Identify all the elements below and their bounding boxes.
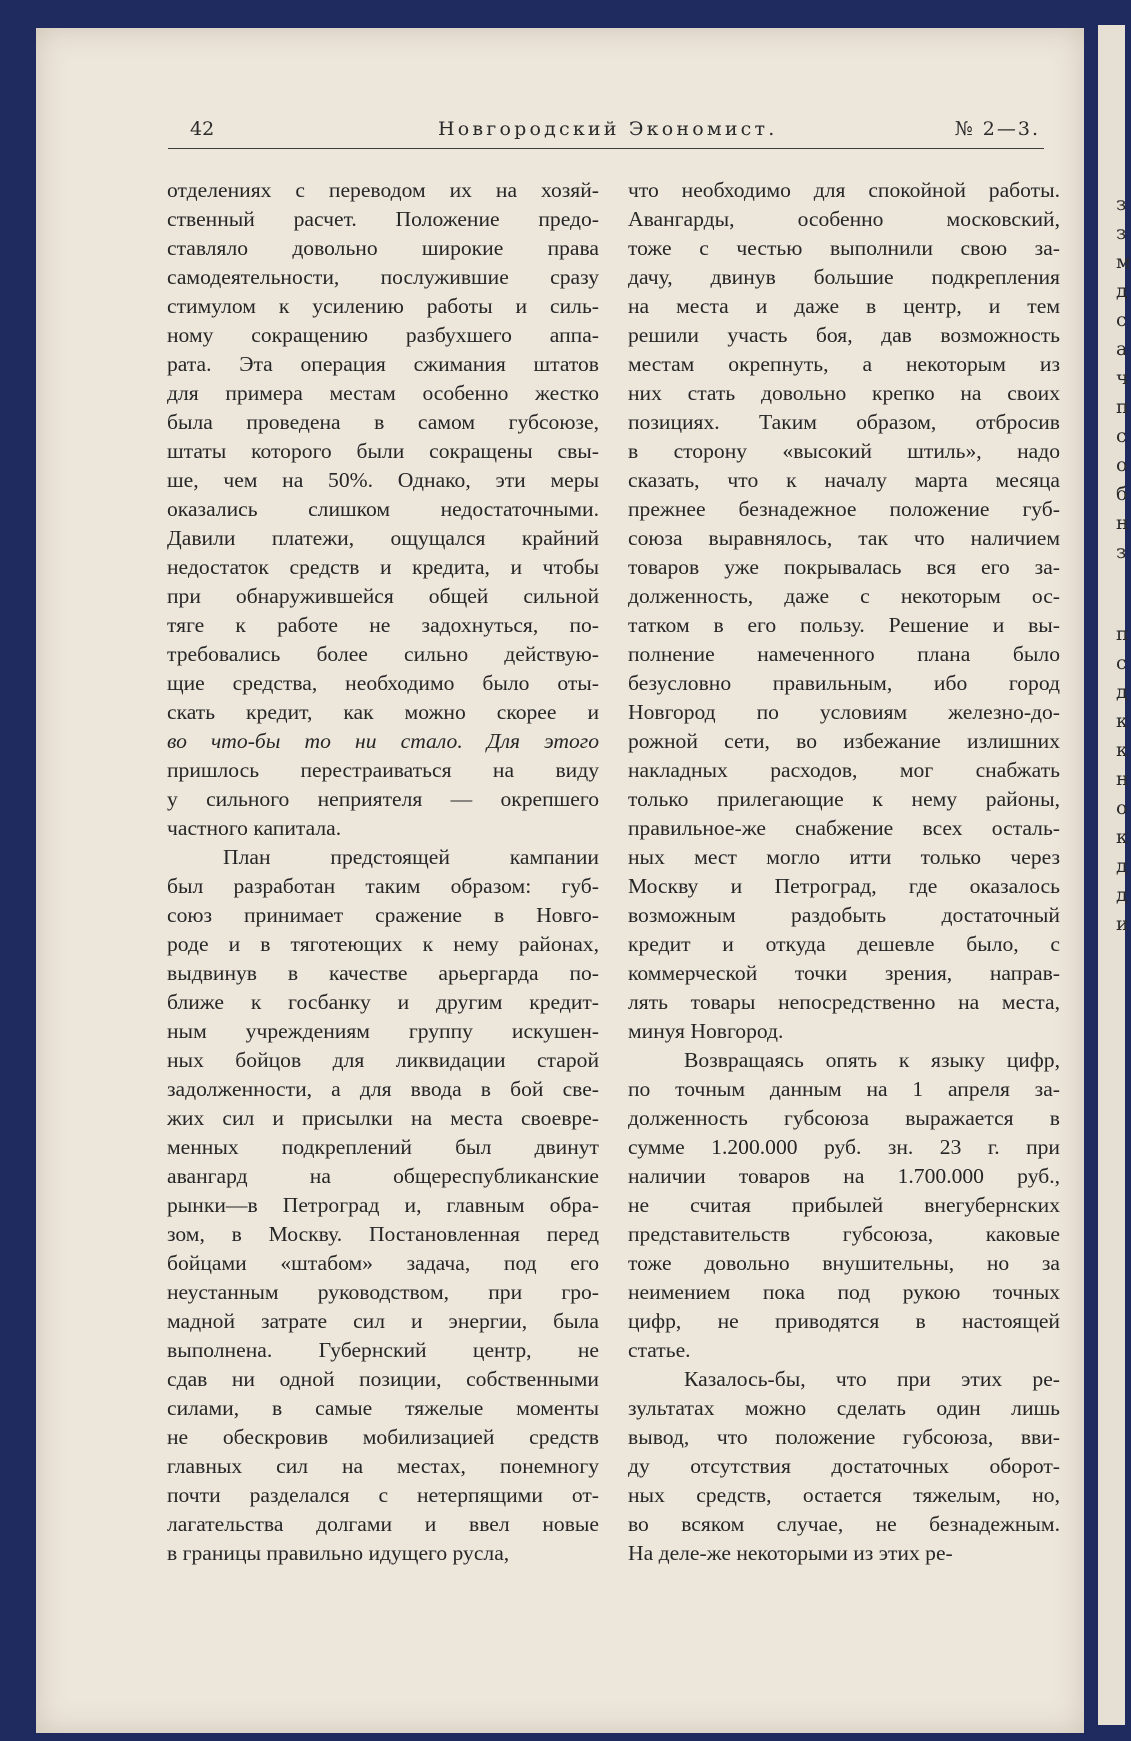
left-column-line: главных сил на местах, понемногу: [167, 1454, 599, 1478]
right-column-line: лять товары непосредственно на места,: [628, 990, 1060, 1014]
left-column-line: ше, чем на 50%. Однако, эти меры: [167, 468, 599, 492]
left-column-line: требовались более сильно действую-: [167, 642, 599, 666]
left-column-line: пришлось перестраиваться на виду: [167, 758, 599, 782]
right-column-line: Возвращаясь опять к языку цифр,: [684, 1048, 1060, 1072]
running-header: [168, 116, 1044, 149]
left-column-line: задолженности, а для ввода в бой све-: [167, 1077, 599, 1101]
right-column-line: дачу, двинув большие подкрепления: [628, 265, 1060, 289]
right-column-line: товаров уже покрывалась вся его за-: [628, 555, 1060, 579]
left-column-line: почти разделался с нетерпящими от-: [167, 1483, 599, 1507]
left-column-line: союз принимает сражение в Новго-: [167, 903, 599, 927]
left-column-line: выдвинув в качестве арьергарда по-: [167, 961, 599, 985]
next-page-fragment: о: [1116, 454, 1128, 476]
right-column-line: во всяком случае, не безнадежным.: [628, 1512, 1060, 1536]
next-page-fragment: п: [1116, 396, 1129, 418]
left-column-line: План предстоящей кампании: [223, 845, 599, 869]
left-column-line: для примера местам особенно жестко: [167, 381, 599, 405]
left-column-line: менных подкреплений был двинут: [167, 1135, 599, 1159]
right-column-line: решили участь боя, дав возможность: [628, 323, 1060, 347]
right-column-line: них стать довольно крепко на своих: [628, 381, 1060, 405]
right-column-line: статье.: [628, 1338, 691, 1362]
left-column-line: авангард на общереспубликанские: [167, 1164, 599, 1188]
left-column-line: ственный расчет. Положение предо-: [167, 207, 599, 231]
right-column-line: татком в его пользу. Решение и вы-: [628, 613, 1060, 637]
right-column-line: союза выравнялось, так что наличием: [628, 526, 1060, 550]
left-column-line: сдав ни одной позиции, собственными: [167, 1367, 599, 1391]
left-column-line: скать кредит, как можно скорее и: [167, 700, 599, 724]
left-column-line: бойцами «штабом» задача, под его: [167, 1251, 599, 1275]
right-column-line: полнение намеченного плана было: [628, 642, 1060, 666]
left-column-line: недостаток средств и кредита, и чтобы: [167, 555, 599, 579]
left-column-line: в границы правильно идущего русла,: [167, 1541, 510, 1565]
left-column-line: роде и в тяготеющих к нему районах,: [167, 932, 599, 956]
next-page-fragment: с: [1116, 652, 1127, 674]
right-column-line: возможным раздобыть достаточный: [628, 903, 1060, 927]
next-page-edge: [1098, 25, 1131, 1725]
right-column-line: безусловно правильным, ибо город: [628, 671, 1060, 695]
right-column-line: коммерческой точки зрения, направ-: [628, 961, 1060, 985]
next-page-fragment: с: [1116, 425, 1127, 447]
next-page-fragment: з: [1116, 193, 1127, 215]
right-column-line: сказать, что к началу марта месяца: [628, 468, 1060, 492]
right-column-line: неимением пока под рукою точных: [628, 1280, 1060, 1304]
right-column-line: представительств губсоюза, каковые: [628, 1222, 1060, 1246]
right-column-line: прежнее безнадежное положение губ-: [628, 497, 1060, 521]
right-column-line: зультатах можно сделать один лишь: [628, 1396, 1060, 1420]
left-column-line: выполнена. Губернский центр, не: [167, 1338, 599, 1362]
right-column-line: Новгород по условиям железно-до-: [628, 700, 1060, 724]
left-column-line: ближе к госбанку и другим кредит-: [167, 990, 599, 1014]
left-column-line: была проведена в самом губсоюзе,: [167, 410, 599, 434]
next-page-fragment: а: [1116, 338, 1128, 360]
right-column-line: на места и даже в центр, и тем: [628, 294, 1060, 318]
right-column-line: что необходимо для спокойной работы.: [628, 178, 1060, 202]
journal-title: Новгородский Экономист.: [438, 118, 778, 140]
next-page-fragment: с: [1116, 309, 1127, 331]
left-column-line: у сильного неприятеля — окрепшего: [167, 787, 599, 811]
right-column-line: долженность губсоюза выражается в: [628, 1106, 1060, 1130]
left-column-line: жих сил и присылки на места своевре-: [167, 1106, 599, 1130]
left-column-line: оказались слишком недостаточными.: [167, 497, 599, 521]
right-column-line: позициях. Таким образом, отбросив: [628, 410, 1060, 434]
right-column-line: ных средств, остается тяжелым, но,: [628, 1483, 1060, 1507]
right-column-line: рожной сети, во избежание излишних: [628, 729, 1060, 753]
left-column-line: ному сокращению разбухшего аппа-: [167, 323, 599, 347]
right-column-line: Казалось-бы, что при этих ре-: [684, 1367, 1060, 1391]
left-column-line: ных бойцов для ликвидации старой: [167, 1048, 599, 1072]
next-page-fragment: к: [1116, 710, 1128, 732]
next-page-fragment: к: [1116, 826, 1128, 848]
left-column-line: отделениях с переводом их на хозяй-: [167, 178, 599, 202]
page-number: 42: [190, 118, 215, 140]
next-page-fragment: к: [1116, 739, 1128, 761]
next-page-fragment: б: [1116, 483, 1128, 505]
next-page-fragment: и: [1116, 913, 1129, 935]
left-column-line: был разработан таким образом: губ-: [167, 874, 599, 898]
left-column-line: во что-бы то ни стало. Для этого: [167, 729, 599, 753]
right-column-line: тоже довольно внушительны, но за: [628, 1251, 1060, 1275]
left-column-line: Давили платежи, ощущался крайний: [167, 526, 599, 550]
right-column-line: не считая прибылей внегубернских: [628, 1193, 1060, 1217]
issue-number: № 2—3.: [954, 118, 1040, 140]
next-page-fragment: д: [1116, 884, 1128, 906]
left-column: [167, 176, 599, 1568]
left-column-line: ным учреждениям группу искушен-: [167, 1019, 599, 1043]
left-column-line: силами, в самые тяжелые моменты: [167, 1396, 599, 1420]
next-page-fragment: м: [1116, 251, 1131, 273]
next-page-fragment: н: [1116, 768, 1129, 790]
next-page-fragment: з: [1116, 222, 1127, 244]
right-column-line: минуя Новгород.: [628, 1019, 784, 1043]
left-column-line: стимулом к усилению работы и силь-: [167, 294, 599, 318]
right-column-line: по точным данным на 1 апреля за-: [628, 1077, 1060, 1101]
left-column-line: щие средства, необходимо было оты-: [167, 671, 599, 695]
right-column-line: накладных расходов, мог снабжать: [628, 758, 1060, 782]
right-column-line: наличии товаров на 1.700.000 руб.,: [628, 1164, 1060, 1188]
left-column-line: частного капитала.: [167, 816, 342, 840]
left-column-line: ставляло довольно широкие права: [167, 236, 599, 260]
left-column-line: штаты которого были сокращены свы-: [167, 439, 599, 463]
right-column-line: правильное-же снабжение всех осталь-: [628, 816, 1060, 840]
left-column-line: самодеятельности, послужившие сразу: [167, 265, 599, 289]
right-column-line: вывод, что положение губсоюза, вви-: [628, 1425, 1060, 1449]
left-column-line: неустанным руководством, при гро-: [167, 1280, 599, 1304]
right-column-line: ных мест могло итти только через: [628, 845, 1060, 869]
left-column-line: лагательства долгами и ввел новые: [167, 1512, 599, 1536]
right-column-line: На деле-же некоторыми из этих ре-: [628, 1541, 953, 1565]
next-page-fragment: н: [1116, 512, 1129, 534]
left-column-line: рата. Эта операция сжимания штатов: [167, 352, 599, 376]
next-page-fragment: ч: [1116, 367, 1129, 389]
left-column-line: при обнаружившейся общей сильной: [167, 584, 599, 608]
right-column-line: долженность, даже с некоторым ос-: [628, 584, 1060, 608]
right-column: [628, 176, 1060, 1568]
left-column-line: мадной затрате сил и энергии, была: [167, 1309, 599, 1333]
left-column-line: не обескровив мобилизацией средств: [167, 1425, 599, 1449]
next-page-fragment: д: [1116, 681, 1128, 703]
right-column-line: Авангарды, особенно московский,: [628, 207, 1060, 231]
right-column-line: цифр, не приводятся в настоящей: [628, 1309, 1060, 1333]
right-column-line: сумме 1.200.000 руб. зн. 23 г. при: [628, 1135, 1060, 1159]
right-column-line: ду отсутствия достаточных оборот-: [628, 1454, 1060, 1478]
right-column-line: местам окрепнуть, а некоторым из: [628, 352, 1060, 376]
right-column-line: кредит и откуда дешевле было, с: [628, 932, 1060, 956]
next-page-fragment: д: [1116, 855, 1128, 877]
next-page-fragment: о: [1116, 797, 1128, 819]
next-page-fragment: п: [1116, 623, 1129, 645]
right-column-line: только прилегающие к нему районы,: [628, 787, 1060, 811]
left-column-line: зом, в Москву. Постановленная перед: [167, 1222, 599, 1246]
right-column-line: в сторону «высокий штиль», надо: [628, 439, 1060, 463]
right-column-line: Москву и Петроград, где оказалось: [628, 874, 1060, 898]
next-page-fragment: з: [1116, 541, 1127, 563]
next-page-fragment: д: [1116, 280, 1128, 302]
left-column-line: рынки—в Петроград и, главным обра-: [167, 1193, 599, 1217]
left-column-line: тяге к работе не задохнуться, по-: [167, 613, 599, 637]
right-column-line: тоже с честью выполнили свою за-: [628, 236, 1060, 260]
